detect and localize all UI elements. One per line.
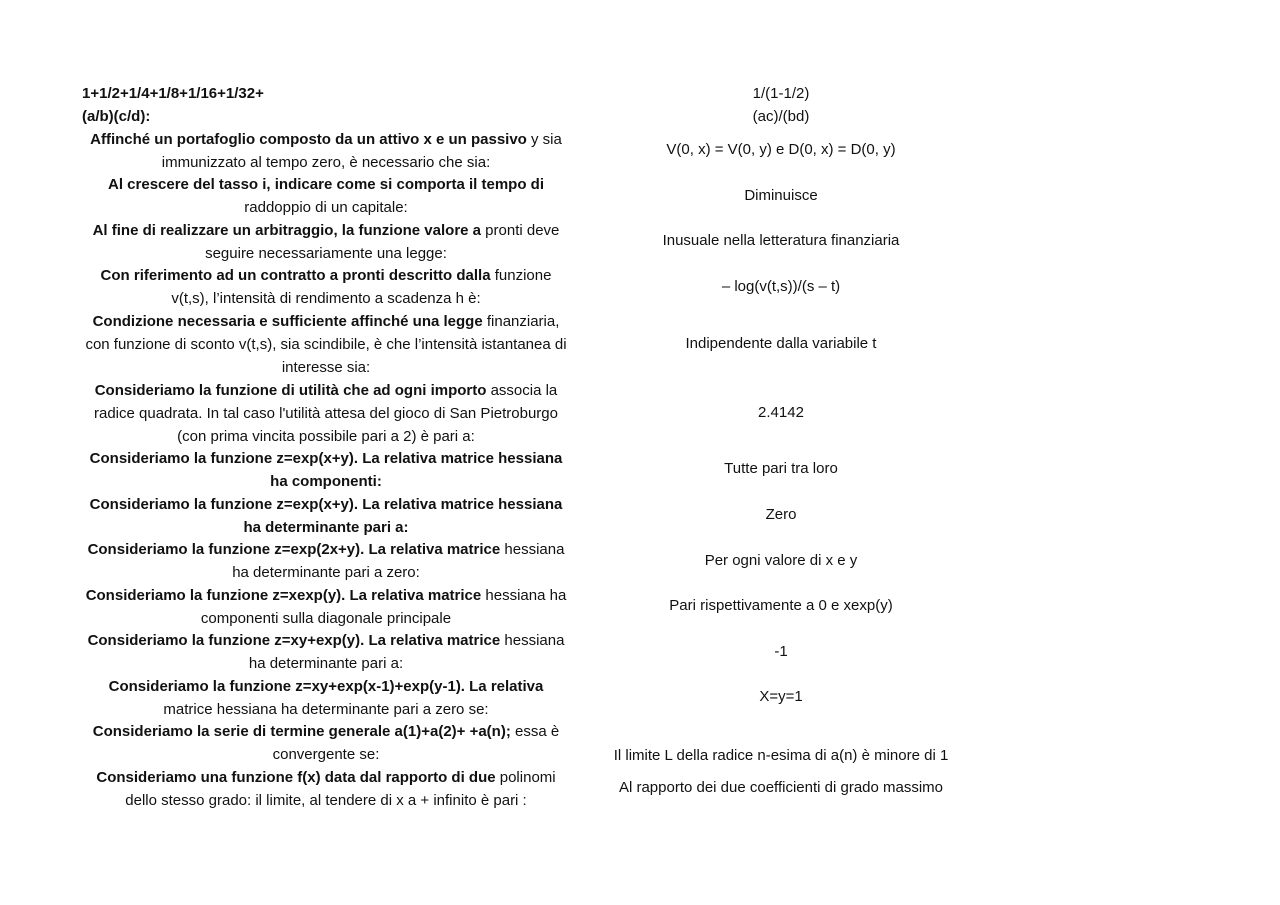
answer-4: Diminuisce (744, 187, 818, 204)
question-bold: Consideriamo la funzione z=exp(2x+y). La relativa matrice (87, 541, 501, 558)
answer-13: -1 (774, 643, 788, 660)
question-1 (82, 82, 570, 105)
question-bold: Consideriamo una funzione f(x) data dal rapporto di due (96, 769, 496, 786)
question-3 (82, 128, 570, 174)
question-text: pronti deve seguire necessariamente una legge: (205, 222, 560, 262)
answer-11: Per ogni valore di x e y (704, 552, 858, 569)
question-bold: Consideriamo la funzione z=exp(x+y). La relativa matrice hessiana ha componenti: (89, 450, 563, 490)
question-6 (82, 264, 570, 310)
answer-2: (ac)/(bd) (752, 108, 810, 125)
question-bold: Condizione necessaria e sufficiente affinché una legge (92, 313, 483, 330)
question-5 (82, 219, 570, 265)
question-bold: Consideriamo la funzione z=xexp(y). La relativa matrice (85, 587, 482, 604)
question-2 (82, 105, 570, 128)
question-13 (82, 629, 570, 675)
question-bold: Consideriamo la funzione z=exp(x+y). La relativa matrice hessiana ha determinante pari a: (89, 496, 563, 536)
question-14 (82, 675, 570, 721)
question-bold: Affinché un portafoglio composto da un attivo x e un passivo (90, 131, 527, 148)
question-bold: (a/b)(c/d): (82, 108, 151, 125)
answer-12: Pari rispettivamente a 0 e xexp(y) (669, 597, 893, 614)
answer-9: Tutte pari tra loro (724, 460, 838, 477)
question-4 (82, 173, 570, 219)
question-text: hessiana ha componenti sulla diagonale principale (200, 587, 567, 627)
answer-5: Inusuale nella letteratura finanziaria (662, 232, 900, 249)
answer-14: X=y=1 (759, 688, 803, 705)
question-text: finanziaria, con funzione di sconto v(t,s), sia scindibile, è che l’intensità istantanea di interesse sia: (85, 313, 567, 376)
answer-7: Indipendente dalla variabile t (685, 335, 877, 352)
question-text: associa la radice quadrata. In tal caso l'utilità attesa del gioco di San Pietroburgo (con prima vincita possibile pari a 2) è pari a: (94, 382, 558, 445)
question-16 (82, 766, 570, 812)
question-bold: Consideriamo la serie di termine generale a(1)+a(2)+ +a(n); (92, 723, 511, 740)
question-15 (82, 720, 570, 766)
question-bold: Con riferimento ad un contratto a pronti descritto dalla (100, 267, 491, 284)
question-text: matrice hessiana ha determinante pari a zero se: (163, 701, 489, 718)
question-9 (82, 447, 570, 493)
answer-1: 1/(1-1/2) (752, 85, 810, 102)
question-10 (82, 493, 570, 539)
question-text: polinomi dello stesso grado: il limite, al tendere di x a + infinito è pari : (125, 769, 556, 809)
question-text: hessiana ha determinante pari a zero: (232, 541, 565, 581)
answer-15: Il limite L della radice n-esima di a(n) è minore di 1 (613, 747, 949, 764)
answer-3: V(0, x) = V(0, y) e D(0, x) = D(0, y) (666, 141, 896, 158)
question-bold: Al crescere del tasso i, indicare come si comporta il tempo di (108, 176, 544, 193)
question-bold: Consideriamo la funzione z=xy+exp(y). La relativa matrice (87, 632, 501, 649)
answer-8: 2.4142 (758, 404, 804, 421)
question-text: funzione v(t,s), l’intensità di rendimento a scadenza h è: (171, 267, 552, 307)
question-bold: Consideriamo la funzione z=xy+exp(x-1)+exp(y-1). La relativa (108, 678, 544, 695)
question-12 (82, 584, 570, 630)
question-8 (82, 379, 570, 448)
question-bold: 1+1/2+1/4+1/8+1/16+1/32+ (82, 85, 264, 102)
question-text: hessiana ha determinante pari a: (248, 632, 565, 672)
answer-6: – log(v(t,s))/(s – t) (721, 278, 841, 295)
answer-10: Zero (765, 506, 797, 523)
question-bold: Consideriamo la funzione di utilità che ad ogni importo (94, 382, 487, 399)
question-text: essa è convergente se: (272, 723, 560, 763)
question-bold: Al fine di realizzare un arbitraggio, la funzione valore a (92, 222, 482, 239)
question-7 (82, 310, 570, 379)
question-11 (82, 538, 570, 584)
answer-16: Al rapporto dei due coefficienti di grado massimo (618, 779, 944, 796)
question-text: y sia immunizzato al tempo zero, è necessario che sia: (161, 131, 562, 171)
question-text: raddoppio di un capitale: (244, 199, 408, 216)
